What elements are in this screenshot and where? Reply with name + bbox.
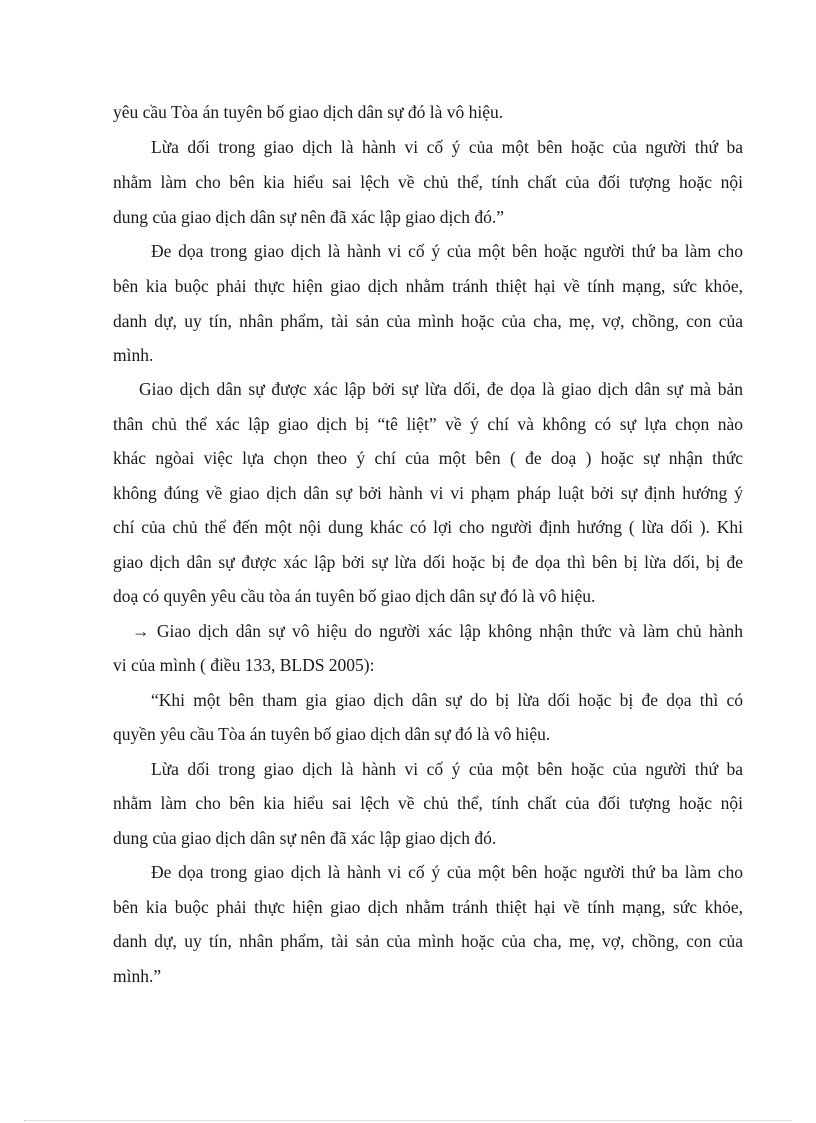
text-line: danh dự, uy tín, nhân phẩm, tài sản của mình hoặc của cha, mẹ, vợ, chồng, con của xyxy=(113,931,743,951)
text-line: giao dịch dân sự được xác lập bởi sự lừa dối hoặc bị đe dọa thì bên bị lừa dối, bị đe xyxy=(113,552,743,572)
text-line: yêu cầu Tòa án tuyên bố giao dịch dân sự đó là vô hiệu. xyxy=(113,102,504,122)
page-bottom-divider xyxy=(24,1120,792,1121)
text-line: Đe dọa trong giao dịch là hành vi cố ý của một bên hoặc người thứ ba làm cho xyxy=(151,241,743,261)
text-line: mình. xyxy=(113,345,154,365)
text-line: → Giao dịch dân sự vô hiệu do người xác lập không nhận thức và làm chủ hành xyxy=(132,621,743,641)
text-line: Lừa dối trong giao dịch là hành vi cố ý của một bên hoặc của người thứ ba xyxy=(151,137,743,157)
text-line: bên kia buộc phải thực hiện giao dịch nhằm tránh thiệt hại về tính mạng, sức khỏe, xyxy=(113,897,743,917)
text-line: danh dự, uy tín, nhân phẩm, tài sản của mình hoặc của cha, mẹ, vợ, chồng, con của xyxy=(113,311,743,331)
text-line: chí của chủ thể đến một nội dung khác có lợi cho người định hướng ( lừa dối ). Khi xyxy=(113,517,743,537)
text-line: dung của giao dịch dân sự nên đã xác lập giao dịch đó. xyxy=(113,828,497,848)
text-line: Lừa dối trong giao dịch là hành vi cố ý của một bên hoặc của người thứ ba xyxy=(151,759,743,779)
text-line: mình.” xyxy=(113,966,162,986)
text-line: Giao dịch dân sự được xác lập bởi sự lừa dối, đe dọa là giao dịch dân sự mà bản xyxy=(139,379,743,399)
text-line: dung của giao dịch dân sự nên đã xác lập giao dịch đó.” xyxy=(113,207,504,227)
text-line: bên kia buộc phải thực hiện giao dịch nhằm tránh thiệt hại về tính mạng, sức khỏe, xyxy=(113,276,743,296)
text-line: Đe dọa trong giao dịch là hành vi cố ý của một bên hoặc người thứ ba làm cho xyxy=(151,862,743,882)
text-line: khác ngòai việc lựa chọn theo ý chí của một bên ( đe doạ ) hoặc sự nhận thức xyxy=(113,448,743,468)
text-line: nhằm làm cho bên kia hiểu sai lệch về chủ thể, tính chất của đối tượng hoặc nội xyxy=(113,172,743,192)
text-line: “Khi một bên tham gia giao dịch dân sự do bị lừa dối hoặc bị đe dọa thì có xyxy=(151,690,743,710)
text-line: không đúng về giao dịch dân sự bởi hành vi vi phạm pháp luật bởi sự định hướng ý xyxy=(113,483,743,503)
text-line: quyền yêu cầu Tòa án tuyên bố giao dịch dân sự đó là vô hiệu. xyxy=(113,724,551,744)
text-line: doạ có quyên yêu cầu tòa án tuyên bố giao dịch dân sự đó là vô hiệu. xyxy=(113,586,596,606)
text-line: vi của mình ( điều 133, BLDS 2005): xyxy=(113,655,375,675)
text-line: nhằm làm cho bên kia hiểu sai lệch về chủ thể, tính chất của đối tượng hoặc nội xyxy=(113,793,743,813)
text-line: thân chủ thể xác lập giao dịch bị “tê liệt” về ý chí và không có sự lựa chọn nào xyxy=(113,414,743,434)
